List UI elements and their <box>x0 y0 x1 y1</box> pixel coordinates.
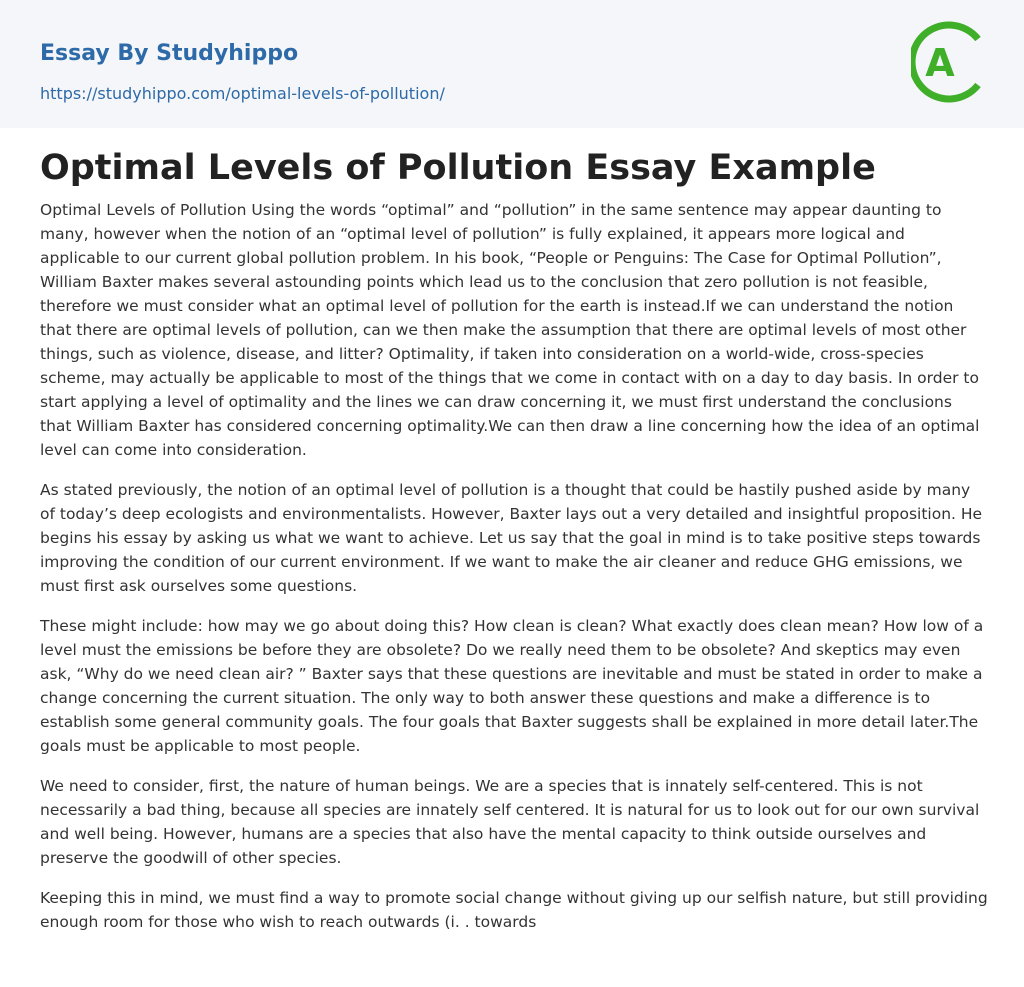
page-title: Optimal Levels of Pollution Essay Example <box>40 148 876 188</box>
essay-content <box>40 144 988 950</box>
site-header <box>0 0 1024 128</box>
logo-letter: A <box>925 41 955 85</box>
essay-paragraph: We need to consider, first, the nature of human beings. We are a species that is innately self-centered. This is not necessarily a bad thing, because all species are innately self centered. It is natural for us to look out for our own survival and well being. However, humans are a species that also have the mental capacity to think outside ourselves and preserve the goodwill of other species. <box>40 777 980 867</box>
brand-title[interactable]: Essay By Studyhippo <box>40 41 299 66</box>
essay-paragraph: These might include: how may we go about doing this? How clean is clean? What exactly does clean mean? How low of a level must the emissions be before they are obsolete? Do we really need them to be obsolete? And skeptics may even ask, “Why do we need clean air? ” Baxter says that these questions are inevitable and must be stated in order to make a change concerning the current situation. The only way to both answer these questions and make a difference is to establish some general community goals. The four goals that Baxter suggests shall be explained in more detail later.The goals must be applicable to most people. <box>40 617 984 755</box>
source-url-link[interactable]: https://studyhippo.com/optimal-levels-of-pollution/ <box>40 84 445 103</box>
essay-paragraph: Optimal Levels of Pollution Using the words “optimal” and “pollution” in the same sentence may appear daunting to many, however when the notion of an “optimal level of pollution” is fully explained, it appears more logical and applicable to our current global pollution problem. In his book, “People or Penguins: The Case for Optimal Pollution”, William Baxter makes several astounding points which lead us to the conclusion that zero pollution is not feasible, therefore we must consider what an optimal level of pollution for the earth is instead.If we can understand the notion that there are optimal levels of pollution, can we then make the assumption that there are optimal levels of most other things, such as violence, disease, and litter? Optimality, if taken into consideration on a world-wide, cross-species scheme, may actually be applicable to most of the things that we come in contact with on a day to day basis. In order to start applying a level of optimality and the lines we can draw concerning it, we must first understand the conclusions that William Baxter has considered concerning optimality.We can then draw a line concerning how the idea of an optimal level can come into consideration. <box>40 201 980 459</box>
essay-paragraph: Keeping this in mind, we must find a way to promote social change without giving up our selfish nature, but still providing enough room for those who wish to reach outwards (i. . towards <box>40 889 988 931</box>
essay-paragraph: As stated previously, the notion of an optimal level of pollution is a thought that could be hastily pushed aside by many of today’s deep ecologists and environmentalists. However, Baxter lays out a very detailed and insightful proposition. He begins his essay by asking us what we want to achieve. Let us say that the goal in mind is to take positive steps towards improving the condition of our current environment. If we want to make the air cleaner and reduce GHG emissions, we must first ask ourselves some questions. <box>40 481 983 595</box>
studyhippo-logo-icon[interactable] <box>911 19 987 105</box>
